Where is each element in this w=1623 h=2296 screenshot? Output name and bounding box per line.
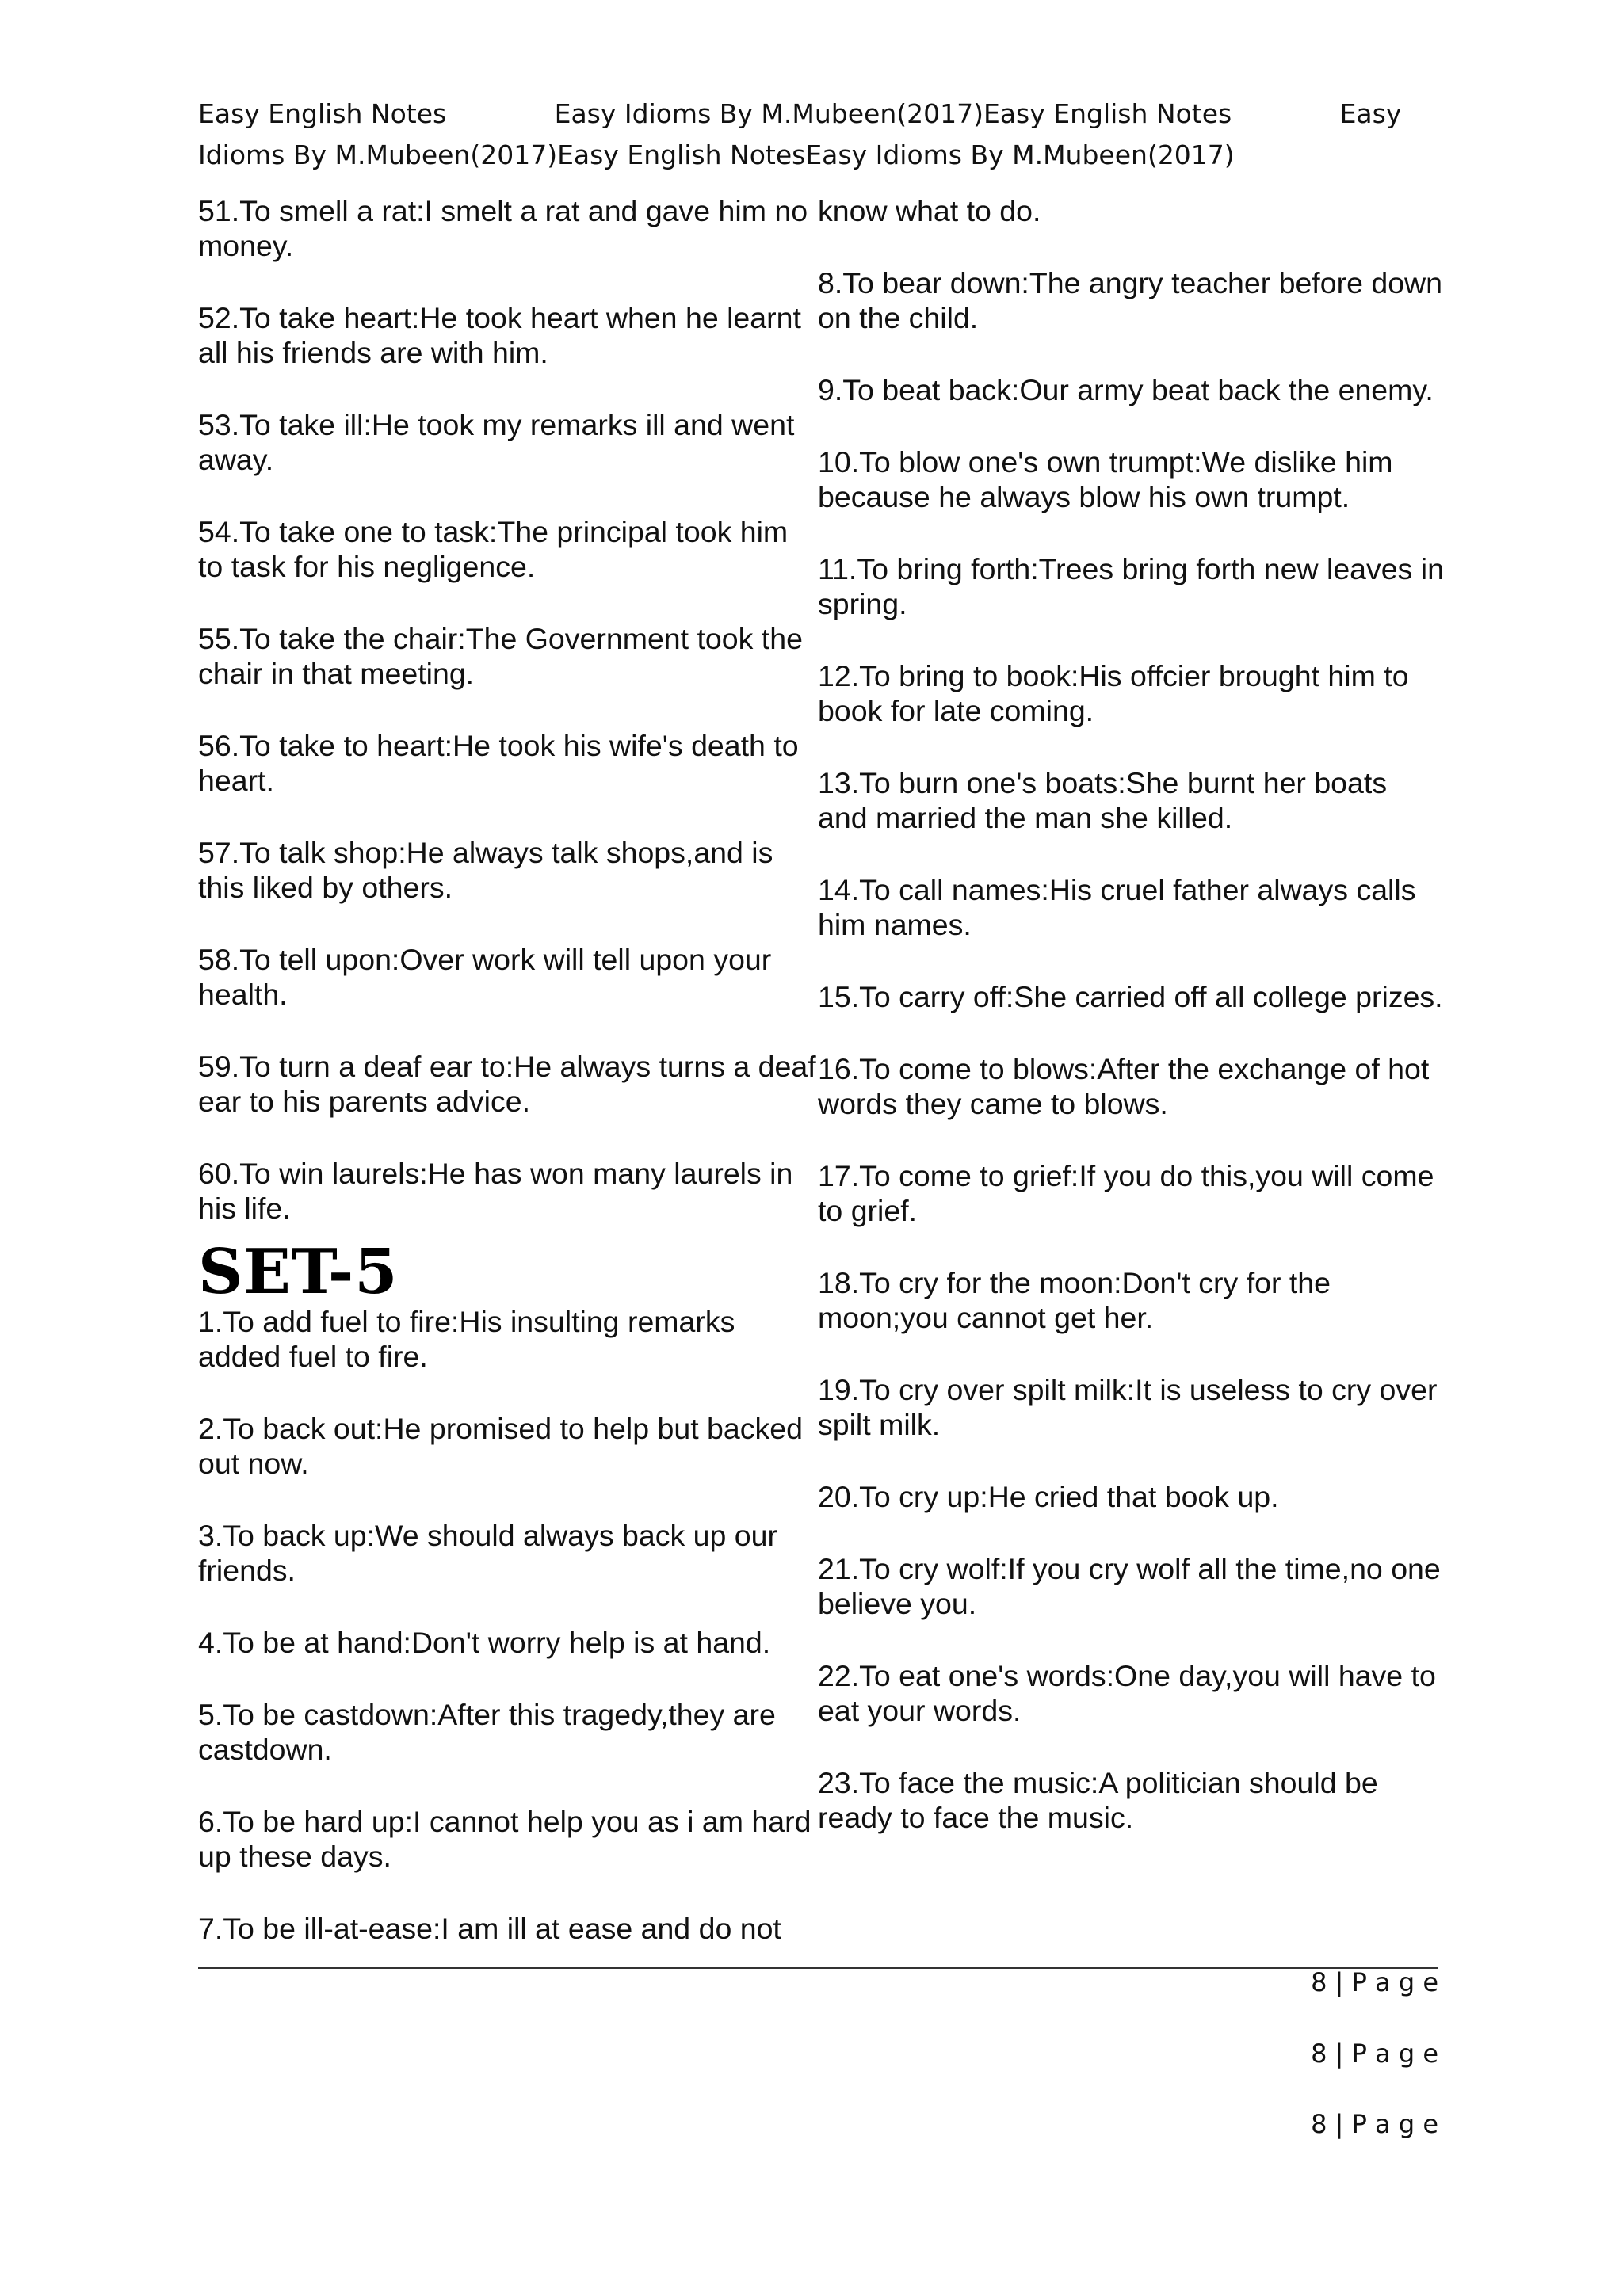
- set-heading: SET-5: [198, 1236, 399, 1308]
- idiom-entry: 1.To add fuel to fire:His insulting remarks added fuel to fire.: [198, 1305, 735, 1373]
- idiom-entry: 4.To be at hand:Don't worry help is at hand.: [198, 1626, 771, 1659]
- idiom-entry: 11.To bring forth:Trees bring forth new leaves in spring.: [818, 552, 1444, 620]
- idiom-entry: 13.To burn one's boats:She burnt her boats and married the man she killed.: [818, 766, 1388, 834]
- idiom-entry: 55.To take the chair:The Government took the chair in that meeting.: [198, 622, 803, 690]
- page-number-label: 8 | P a g e: [1311, 1967, 1438, 1997]
- idiom-entry: 18.To cry for the moon:Don't cry for the moon;you cannot get her.: [818, 1266, 1331, 1334]
- footer-divider: [198, 1967, 1438, 1969]
- idiom-entry: 6.To be hard up:I cannot help you as i am hard up these days.: [198, 1805, 812, 1873]
- idiom-entry: 2.To back out:He promised to help but backed out now.: [198, 1412, 803, 1480]
- idiom-entry: 22.To eat one's words:One day,you will have to eat your words.: [818, 1659, 1436, 1727]
- idiom-entry: 54.To take one to task:The principal took him to task for his negligence.: [198, 515, 789, 583]
- idiom-entry: 59.To turn a deaf ear to:He always turns a deaf ear to his parents advice.: [198, 1050, 816, 1118]
- idiom-entry: 14.To call names:His cruel father always calls him names.: [818, 873, 1416, 941]
- idiom-entry: 5.To be castdown:After this tragedy,they are castdown.: [198, 1698, 776, 1766]
- idiom-entry: 60.To win laurels:He has won many laurels in his life.: [198, 1157, 793, 1225]
- idiom-entry: 51.To smell a rat:I smelt a rat and gave him no money.: [198, 194, 808, 262]
- idiom-entry: 52.To take heart:He took heart when he learnt all his friends are with him.: [198, 301, 801, 369]
- idiom-entry: 20.To cry up:He cried that book up.: [818, 1480, 1279, 1513]
- idiom-entry: 12.To bring to book:His offcier brought him to book for late coming.: [818, 659, 1409, 727]
- idiom-entry: 7.To be ill-at-ease:I am ill at ease and do not: [198, 1912, 781, 1945]
- idiom-entry: 23.To face the music:A politician should be ready to face the music.: [818, 1766, 1378, 1834]
- idiom-entry: 57.To talk shop:He always talk shops,and is this liked by others.: [198, 836, 773, 904]
- idiom-entry: 21.To cry wolf:If you cry wolf all the time,no one believe you.: [818, 1552, 1441, 1620]
- idiom-entry: 58.To tell upon:Over work will tell upon your health.: [198, 943, 772, 1011]
- idiom-entry: 8.To bear down:The angry teacher before down on the child.: [818, 266, 1442, 334]
- idiom-entry: 16.To come to blows:After the exchange of hot words they came to blows.: [818, 1052, 1430, 1120]
- idiom-entry: 15.To carry off:She carried off all college prizes.: [818, 980, 1443, 1013]
- idiom-entry: 3.To back up:We should always back up our friends.: [198, 1519, 777, 1587]
- page-header: Easy English Notes Easy Idioms By M.Mubeen(2017)Easy English Notes Easy Idioms By M.Mubeen(2017)Easy English NotesEasy Idioms By M.Mubeen(2017): [198, 98, 1410, 170]
- idiom-entry: 53.To take ill:He took my remarks ill and went away.: [198, 408, 795, 476]
- right-column: [818, 193, 1444, 1872]
- left-column: [198, 193, 816, 1983]
- page-number-label: 8 | P a g e: [1311, 2109, 1438, 2139]
- idiom-entry: 19.To cry over spilt milk:It is useless to cry over spilt milk.: [818, 1373, 1438, 1441]
- page-number-label: 8 | P a g e: [1311, 2039, 1438, 2069]
- idiom-entry: 17.To come to grief:If you do this,you will come to grief.: [818, 1159, 1434, 1227]
- idiom-entry: 9.To beat back:Our army beat back the enemy.: [818, 373, 1434, 406]
- idiom-entry: know what to do.: [818, 194, 1041, 227]
- idiom-entry: 10.To blow one's own trumpt:We dislike him because he always blow his own trumpt.: [818, 445, 1393, 513]
- idiom-entry: 56.To take to heart:He took his wife's death to heart.: [198, 729, 799, 797]
